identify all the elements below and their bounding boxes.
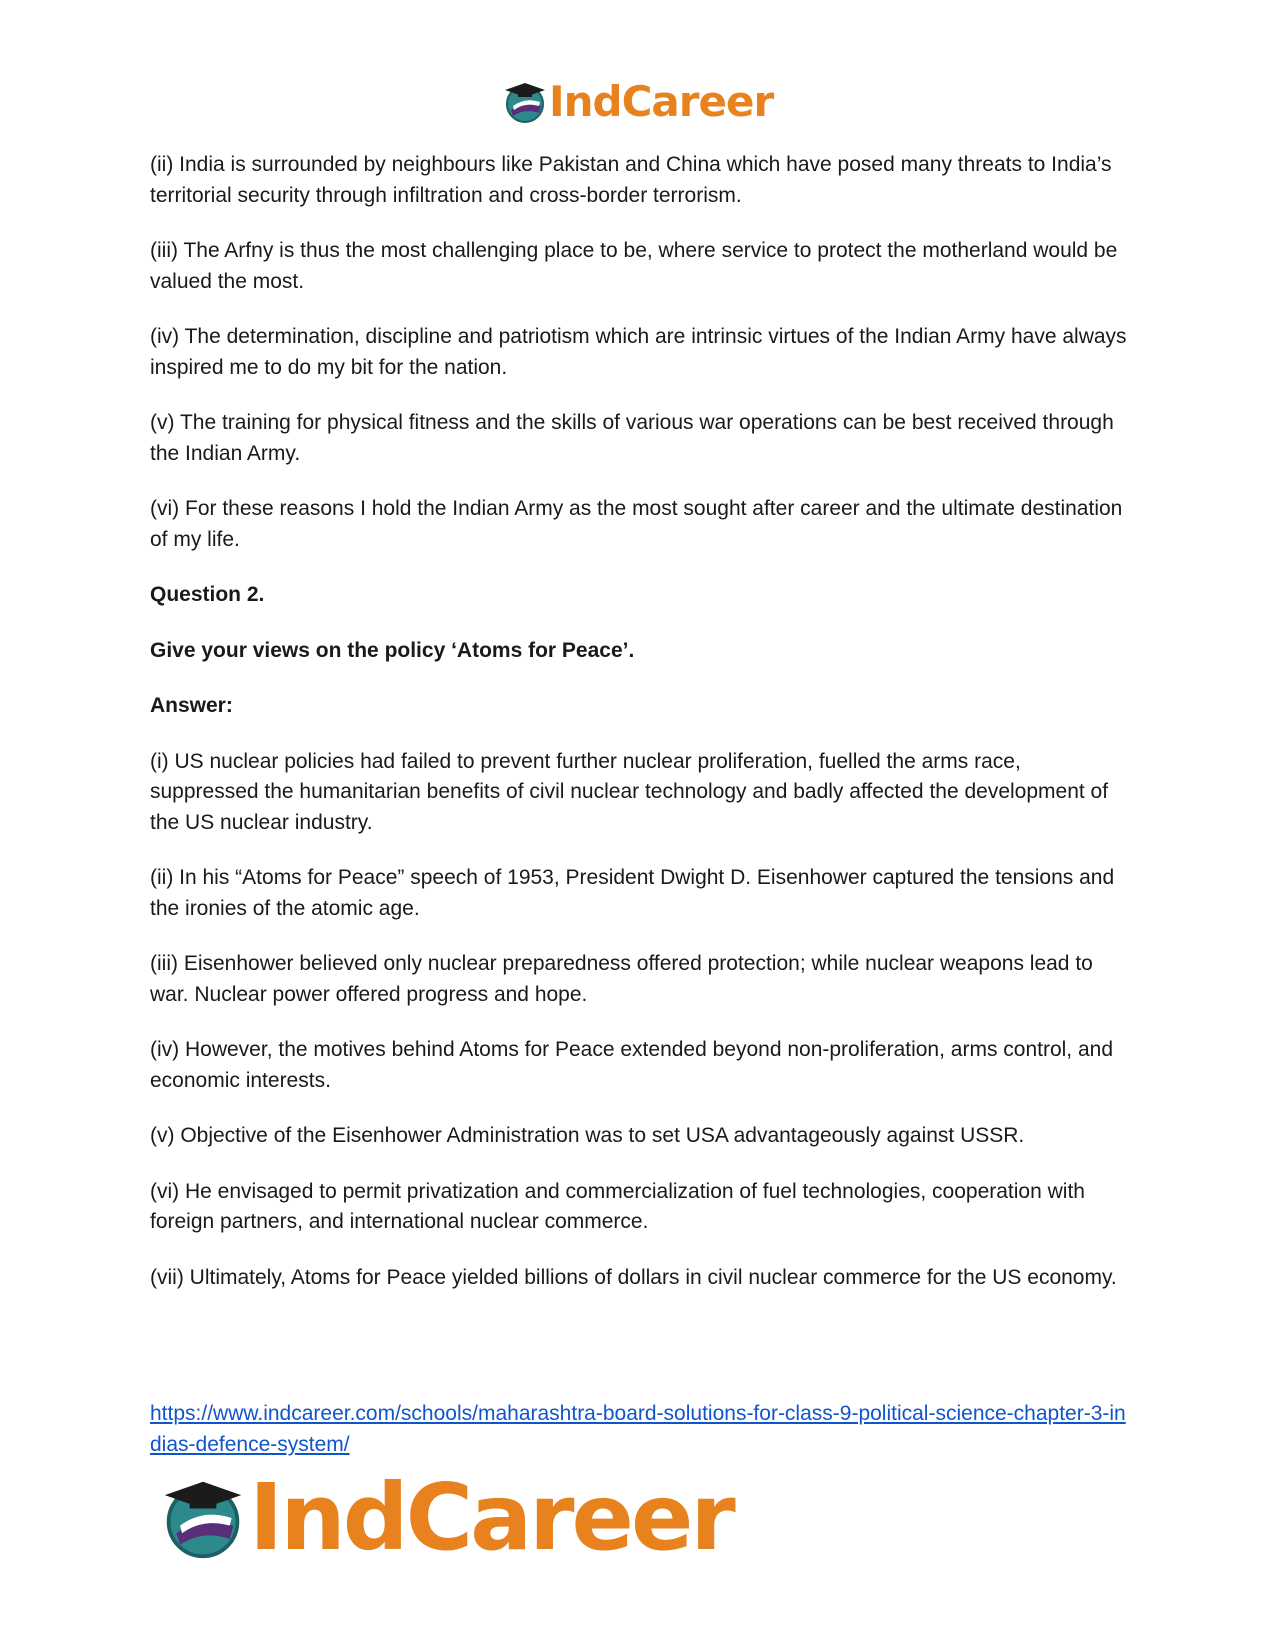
document-body — [150, 150, 1135, 1318]
answer-point: (vi) He envisaged to permit privatization and commercialization of fuel technologies, cooperation with foreign partners, and international nuclear commerce. — [150, 1179, 1085, 1233]
answer-label: Answer: — [150, 694, 233, 717]
answer-point: (i) US nuclear policies had failed to prevent further nuclear proliferation, fuelled the arms race, suppressed the humanitarian benefits of civil nuclear technology and badly affected the development of the US nuclear industry. — [150, 749, 1109, 834]
logo-wordmark: IndCareer — [249, 1464, 733, 1571]
graduation-globe-icon — [503, 80, 547, 124]
answer-point: (ii) In his “Atoms for Peace” speech of 1953, President Dwight D. Eisenhower captured the tensions and the ironies of the atomic age. — [150, 866, 1115, 920]
answer-point: (iii) Eisenhower believed only nuclear preparedness offered protection; while nuclear weapons lead to war. Nuclear power offered progress and hope. — [150, 952, 1093, 1006]
indcareer-logo-top — [503, 77, 774, 126]
graduation-globe-icon — [161, 1476, 245, 1560]
answer-point: (vii) Ultimately, Atoms for Peace yielded billions of dollars in civil nuclear commerce for the US economy. — [150, 1265, 1117, 1289]
question-number: Question 2. — [150, 583, 265, 606]
answer-point: (v) Objective of the Eisenhower Administration was to set USA advantageously against USSR. — [150, 1124, 1025, 1147]
paragraph: (iv) The determination, discipline and patriotism which are intrinsic virtues of the Indian Army have always inspired me to do my bit for the nation. — [150, 325, 1127, 379]
logo-wordmark: IndCareer — [549, 77, 774, 126]
paragraph: (iii) The Arfny is thus the most challenging place to be, where service to protect the motherland would be valued the most. — [150, 239, 1118, 293]
answer-point: (iv) However, the motives behind Atoms for Peace extended beyond non-proliferation, arms control, and economic interests. — [150, 1038, 1114, 1092]
source-link[interactable]: https://www.indcareer.com/schools/maharashtra-board-solutions-for-class-9-political-science-chapter-3-indias-defence-system/ — [150, 1402, 1126, 1456]
paragraph: (v) The training for physical fitness and the skills of various war operations can be best received through the Indian Army. — [150, 411, 1114, 465]
question-text: Give your views on the policy ‘Atoms for Peace’. — [150, 638, 635, 662]
paragraph: (vi) For these reasons I hold the Indian Army as the most sought after career and the ultimate destination of my life. — [150, 497, 1123, 551]
indcareer-logo-bottom — [161, 1464, 733, 1571]
paragraph: (ii) India is surrounded by neighbours like Pakistan and China which have posed many threats to India’s territorial security through infiltration and cross-border terrorism. — [150, 153, 1112, 207]
